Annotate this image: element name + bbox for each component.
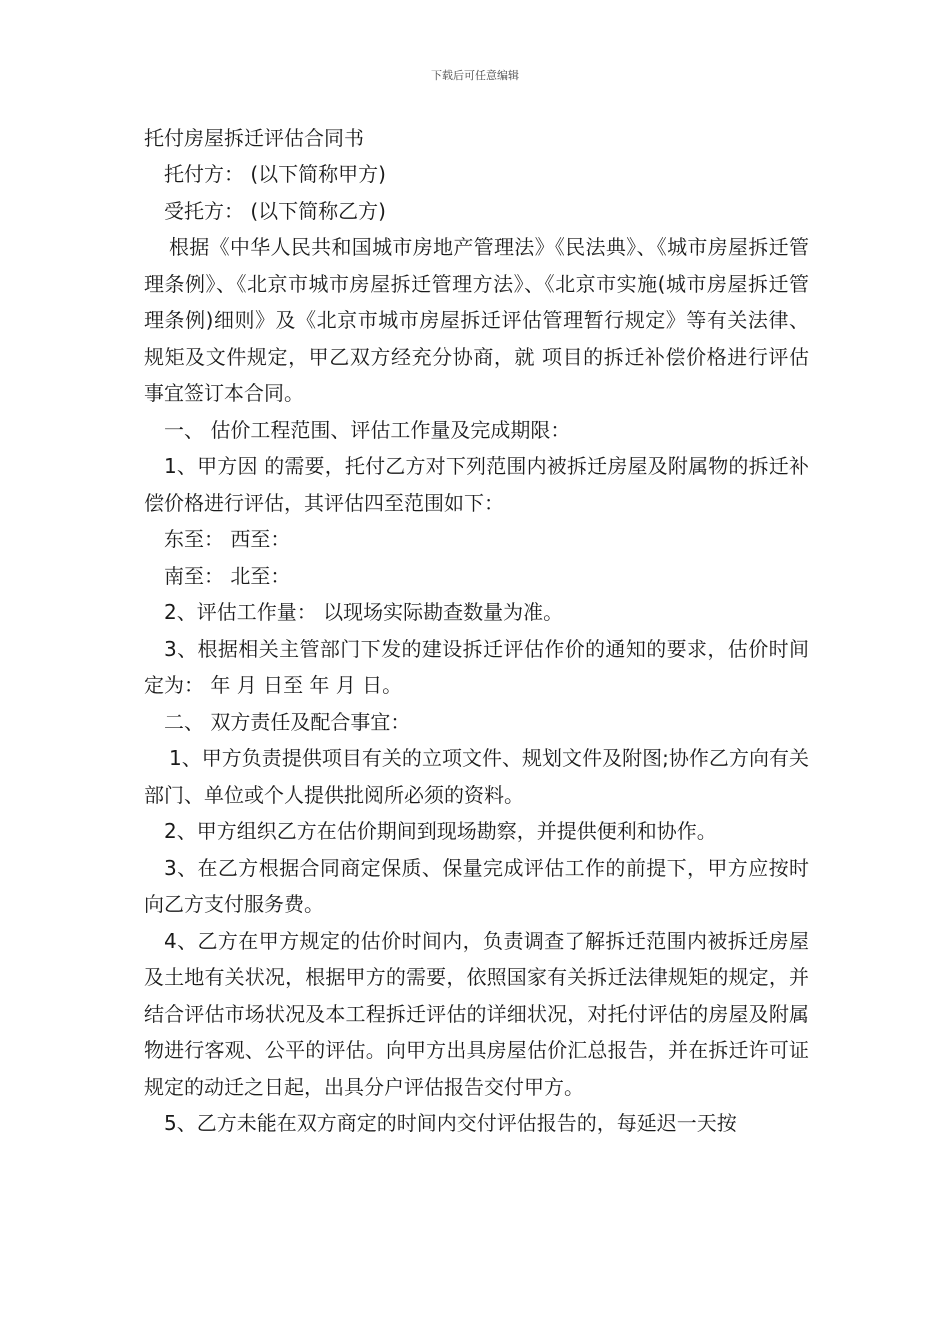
document-body xyxy=(144,120,809,1142)
clause-2-1: 1、甲方负责提供项目有关的立项文件、规划文件及附图;协作乙方向有关部门、单位或个人提供批阅所必须的资料。 xyxy=(144,746,809,807)
section-heading-2: 二、 双方责任及配合事宜： xyxy=(164,709,411,734)
clause-1-2: 2、评估工作量： 以现场实际勘查数量为准。 xyxy=(164,600,564,624)
clause-2-4: 4、乙方在甲方规定的估价时间内，负责调查了解拆迁范围内被拆迁房屋及土地有关状况，根据甲方的需要，依照国家有关拆迁法律规矩的规定，并结合评估市场状况及本工程拆迁评估的详细状况，对托付评估的房屋及附属物进行客观、公平的评估。向甲方出具房屋估价汇总报告，并在拆迁许可证规定的动迁之日起，出具分户评估报告交付甲方。 xyxy=(144,928,809,1099)
paragraph-entrusting-party: 托付方： (以下简称甲方) xyxy=(164,162,386,186)
paragraph-entrusted-party: 受托方： (以下简称乙方) xyxy=(164,198,386,223)
boundary-east-west: 东至： 西至： xyxy=(164,527,291,551)
paragraph-legal-basis: 根据《中华人民共和国城市房地产管理法》《民法典》、《城市房屋拆迁管理条例》、《北京市城市房屋拆迁管理方法》、《北京市实施(城市房屋拆迁管理条例)细则》及《北京市城市房屋拆迁评估管理暂行规定》等有关法律、规矩及文件规定，甲乙双方经充分协商，就 项目的拆迁补偿价格进行评估事宜签订本合同。 xyxy=(144,235,809,405)
clause-2-2: 2、甲方组织乙方在估价期间到现场勘察，并提供便利和协作。 xyxy=(164,819,717,843)
document-title: 托付房屋拆迁评估合同书 xyxy=(144,126,364,150)
clause-1-3: 3、根据相关主管部门下发的建设拆迁评估作价的通知的要求，估价时间定为： 年 月 日至 年 月 日。 xyxy=(144,636,809,697)
clause-1-1: 1、甲方因 的需要，托付乙方对下列范围内被拆迁房屋及附属物的拆迁补偿价格进行评估，其评估四至范围如下： xyxy=(144,454,809,515)
page-header: 下载后可任意编辑 xyxy=(431,69,519,82)
clause-2-3: 3、在乙方根据合同商定保质、保量完成评估工作的前提下，甲方应按时向乙方支付服务费。 xyxy=(144,855,809,916)
clause-2-5: 5、乙方未能在双方商定的时间内交付评估报告的，每延迟一天按 xyxy=(164,1111,737,1135)
section-heading-1: 一、 估价工程范围、评估工作量及完成期限： xyxy=(164,417,571,442)
boundary-south-north: 南至： 北至： xyxy=(164,563,291,588)
